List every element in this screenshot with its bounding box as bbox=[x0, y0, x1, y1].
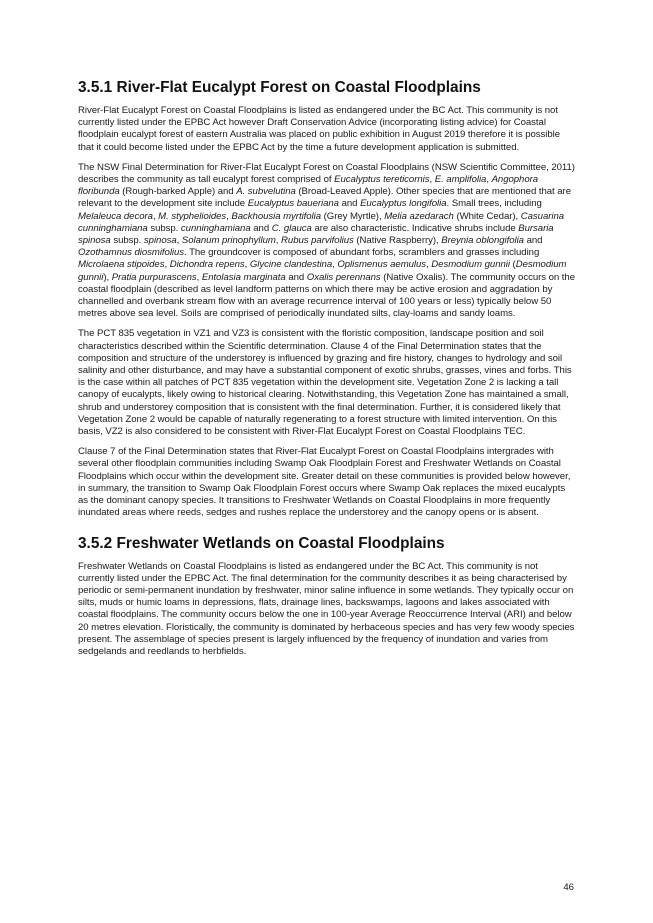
species-name: Desmodium gunnii bbox=[431, 259, 510, 271]
species-name: Backhousia myrtifolia bbox=[231, 210, 322, 222]
species-name: Solanum prinophyllum bbox=[181, 235, 276, 247]
paragraph-final-determination: The NSW Final Determination for River-Flat Eucalypt Forest on Coastal Floodplains (NSW Scientific Committee, 2011) describes the community as tall eucalypt forest comprised of Eucalyptus tereticornis, E. amplifolia, Angophora floribunda (Rough-barked Apple) and A. subvelutina (Broad-Leaved Apple). Other species that are mentioned that are relevant to the development site include Eucalyptus baueriana and Eucalyptus longifolia. Small trees, including Melaleuca decora, M. styphelioides, Backhousia myrtifolia (Grey Myrtle), Melia azedarach (White Cedar), Casuarina cunninghamiana subsp. cunninghamiana and C. glauca are also characteristic. Indicative shrubs include Bursaria spinosa subsp. spinosa, Solanum prinophyllum, Rubus parvifolius (Native Raspberry), Breynia oblongifolia and Ozothamnus diosmifolius. The groundcover is composed of abundant forbs, scramblers and grasses including Microlaena stipoides, Dichondra repens, Glycine clandestina, Oplismenus aemulus, Desmodium gunnii (Desmodium gunnii), Pratia purpurascens, Entolasia marginata and Oxalis perennans (Native Oxalis). The community occurs on the coastal floodplain (described as level landform patterns on which there may be active erosion and aggradation by channelled and overbank stream flow with an average recurrence interval of 100 years or less) typically below 50 metres above sea level. Soils are comprised of periodically inundated silts, clay-loams and sandy loams. bbox=[78, 161, 575, 320]
species-name: Melia azedarach bbox=[384, 210, 454, 222]
species-name: M. styphelioides bbox=[158, 210, 227, 222]
species-name: Dichondra repens bbox=[169, 259, 245, 271]
species-name: spinosa bbox=[143, 235, 177, 247]
paragraph-pct-835: The PCT 835 vegetation in VZ1 and VZ3 is consistent with the floristic composition, landscape position and soil characteristics described within the Scientific determination. Clause 4 of the Final Determination states that the composition and structure of the understorey is influenced by grazing and fire history, changes to hydrology and soil salinity and other disturbance, and may have a substantial component of exotic shrubs, grasses, vines and forbs. This is the case within all patches of PCT 835 vegetation within the development site. Vegetation Zone 2 is lacking a tall canopy of eucalypts, likely owing to historical clearing. Notwithstanding, this Vegetation Zone has maintained a small, shrub and understorey composition that is consistent with the final determination. Further, it is considered likely that Vegetation Zone 2 would be capable of naturally regenerating to a forest structure with limited intervention. On this basis, VZ2 is also considered to be consistent with River-Flat Eucalypt Forest on Coastal Floodplains TEC. bbox=[78, 328, 572, 438]
section-heading-river-flat: 3.5.1 River-Flat Eucalypt Forest on Coastal Floodplains bbox=[78, 79, 481, 96]
species-name: Melaleuca decora bbox=[78, 210, 153, 222]
species-name: cunninghamiana bbox=[180, 222, 251, 234]
species-name: Microlaena stipoides bbox=[78, 259, 165, 271]
page-number: 46 bbox=[563, 882, 574, 893]
species-name: E. amplifolia bbox=[434, 174, 487, 186]
species-name: Ozothamnus diosmifolius bbox=[78, 247, 185, 259]
species-name: A. subvelutina bbox=[236, 186, 296, 198]
page-content bbox=[78, 78, 576, 666]
species-name: Pratia purpurascens bbox=[111, 271, 197, 283]
paragraph-freshwater-wetlands: Freshwater Wetlands on Coastal Floodplains is listed as endangered under the BC Act. This community is not currently listed under the EPBC Act. The final determination for the community describes it as being characterised by periodic or semi-permanent inundation by freshwater, minor saline influence in some wetlands. They typically occur on silts, muds or humic loams in depressions, flats, drainage lines, backswamps, lagoons and lakes associated with coastal floodplains. The community occurs below the one in 100-year Average Reoccurrence Interval (ARI) and below 20 metres elevation. Floristically, the community is dominated by herbaceous species and has very few woody species present. The assemblage of species present is largely influenced by the frequency of inundation and varies from sedgelands and reedlands to herbfields. bbox=[78, 560, 575, 657]
species-name: Rubus parvifolius bbox=[281, 235, 354, 247]
paragraph-clause-7: Clause 7 of the Final Determination states that River-Flat Eucalypt Forest on Coastal Floodplains intergrades with several other floodplain communities including Swamp Oak Floodplain Forest and Freshwater Wetlands on Coastal Floodplains which occur within the development site. Greater detail on these communities is provided below however, in summary, the transition to Swamp Oak Floodplain Forest occurs where Swamp Oak replaces the mixed eucalypts as the dominant canopy species. It transitions to Freshwater Wetlands on Coastal Floodplains in more frequently inundated areas where reeds, sedges and rushes replace the understorey and the canopy opens or is absent. bbox=[78, 446, 571, 519]
species-name: Desmodium gunnii bbox=[78, 259, 567, 283]
species-name: Oplismenus aemulus bbox=[337, 259, 427, 271]
species-name: Casuarina cunninghamiana bbox=[78, 210, 565, 234]
species-name: Eucalyptus baueriana bbox=[247, 198, 339, 210]
species-name: Eucalyptus tereticornis bbox=[334, 174, 430, 186]
species-name: Entolasia marginata bbox=[201, 271, 286, 283]
species-name: C. glauca bbox=[271, 222, 312, 234]
species-name: Angophora floribunda bbox=[78, 174, 539, 198]
species-name: Bursaria spinosa bbox=[78, 222, 554, 247]
species-name: Breynia oblongifolia bbox=[441, 235, 524, 247]
species-name: Glycine clandestina bbox=[249, 259, 333, 271]
species-name: Oxalis perennans bbox=[306, 271, 381, 283]
species-name: Eucalyptus longifolia bbox=[360, 198, 447, 210]
section-heading-freshwater-wetlands: 3.5.2 Freshwater Wetlands on Coastal Floodplains bbox=[78, 534, 445, 552]
paragraph-listing-status: River-Flat Eucalypt Forest on Coastal Floodplains is listed as endangered under the BC Act. This community is not currently listed under the EPBC Act however Draft Conservation Advice (incorporating listing advice) for Coastal floodplain eucalypt forest of eastern Australia was placed on public exhibition in August 2019 therefore it is possible that it could become listed under the EPBC Act by the time a future development application is submitted. bbox=[78, 105, 561, 153]
